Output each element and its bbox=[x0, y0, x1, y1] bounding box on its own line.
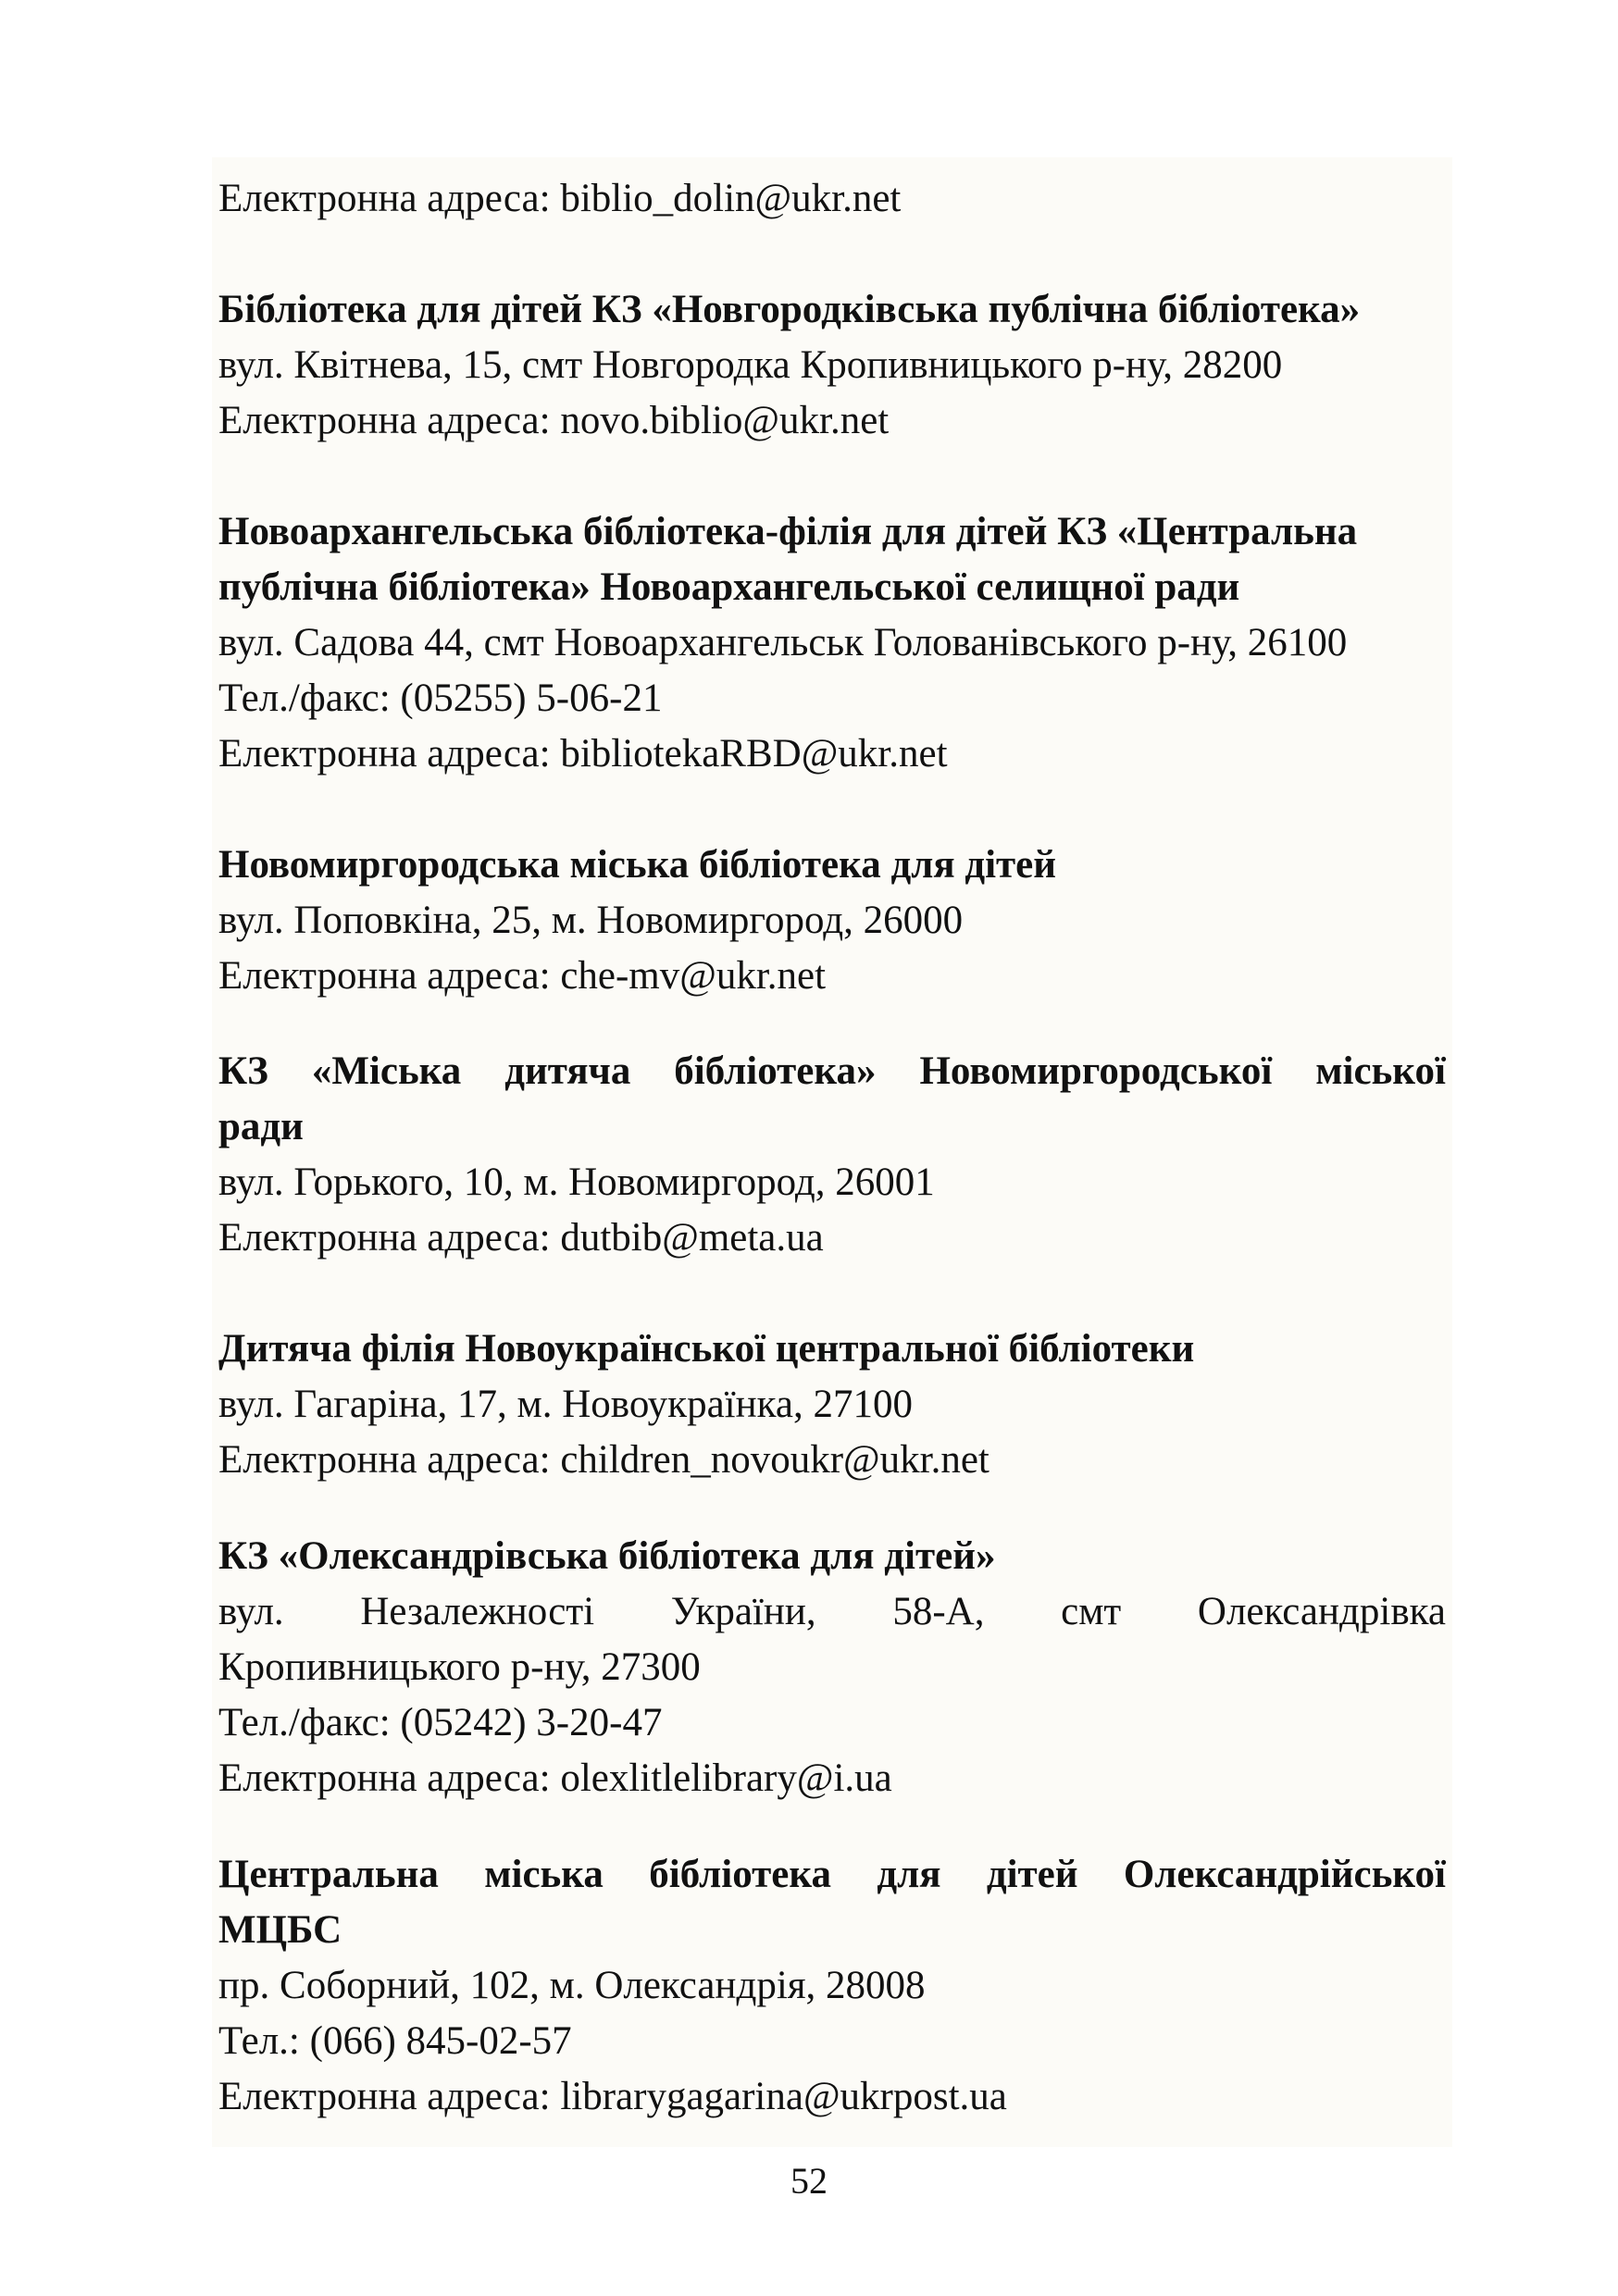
email-line: Електронна адреса: children_novoukr@ukr.net bbox=[218, 1438, 989, 1482]
address-line bbox=[218, 1584, 1446, 1640]
email-line: Електронна адреса: bibliotekaRBD@ukr.net bbox=[218, 732, 948, 776]
address-line: вул. Гагаріна, 17, м. Новоукраїнка, 27100 bbox=[218, 1383, 913, 1426]
address-line: вул. Поповкіна, 25, м. Новомиргород, 26000 bbox=[218, 899, 964, 942]
address-line: вул. Садова 44, смт Новоархангельськ Голованівського р-ну, 26100 bbox=[218, 621, 1348, 664]
library-title: МЦБС bbox=[218, 1908, 342, 1952]
title-word: Новомиргородської bbox=[919, 1049, 1273, 1093]
page-content bbox=[212, 157, 1452, 2147]
title-word: «Міська bbox=[311, 1049, 462, 1093]
title-word: Олександрійської bbox=[1123, 1853, 1446, 1896]
email-line: Електронна адреса: librarygagarina@ukrpost.ua bbox=[218, 2075, 1007, 2118]
title-word: бібліотека bbox=[649, 1853, 831, 1896]
address-word: смт bbox=[1061, 1590, 1122, 1633]
title-word: бібліотека» bbox=[674, 1049, 877, 1093]
title-word: дитяча bbox=[504, 1049, 631, 1093]
page-number: 52 bbox=[790, 2160, 828, 2202]
address-line: Кропивницького р-ну, 27300 bbox=[218, 1645, 701, 1689]
phone-line: Тел.: (066) 845-02-57 bbox=[218, 2019, 572, 2063]
title-word: міська bbox=[484, 1853, 604, 1896]
library-title: КЗ «Олександрівська бібліотека для дітей» bbox=[218, 1534, 996, 1578]
email-line: Електронна адреса: olexlitlelibrary@i.ua bbox=[218, 1756, 892, 1800]
title-word: для bbox=[877, 1853, 941, 1896]
address-word: 58-А, bbox=[892, 1590, 985, 1633]
address-word: вул. bbox=[218, 1590, 284, 1633]
library-title: Дитяча філія Новоукраїнської центральної бібліотеки bbox=[218, 1327, 1195, 1371]
email-line: Електронна адреса: novo.biblio@ukr.net bbox=[218, 399, 890, 442]
library-title bbox=[218, 1847, 1446, 1903]
title-word: міської bbox=[1315, 1049, 1446, 1093]
address-word: Незалежності bbox=[360, 1590, 595, 1633]
library-title: Новоархангельська бібліотека-філія для дітей КЗ «Центральна bbox=[218, 510, 1358, 553]
phone-line: Тел./факс: (05255) 5-06-21 bbox=[218, 676, 663, 720]
address-line: вул. Квітнева, 15, смт Новгородка Кропивницького р-ну, 28200 bbox=[218, 343, 1283, 387]
address-line: пр. Соборний, 102, м. Олександрія, 28008 bbox=[218, 1964, 926, 2007]
email-line: Електронна адреса: biblio_dolin@ukr.net bbox=[218, 177, 902, 220]
library-title: ради bbox=[218, 1105, 304, 1148]
address-word: Олександрівка bbox=[1197, 1590, 1446, 1633]
phone-line: Тел./факс: (05242) 3-20-47 bbox=[218, 1701, 663, 1744]
title-word: Центральна bbox=[218, 1853, 439, 1896]
library-title: Новомиргородська міська бібліотека для дітей bbox=[218, 843, 1057, 887]
address-line: вул. Горького, 10, м. Новомиргород, 26001 bbox=[218, 1160, 935, 1204]
title-word: КЗ bbox=[218, 1049, 268, 1093]
email-line: Електронна адреса: che-mv@ukr.net bbox=[218, 954, 827, 998]
library-title: публічна бібліотека» Новоархангельської селищної ради bbox=[218, 565, 1240, 609]
library-title bbox=[218, 1044, 1446, 1099]
library-title: Бібліотека для дітей КЗ «Новгородківська публічна бібліотека» bbox=[218, 288, 1361, 331]
address-word: України, bbox=[670, 1590, 816, 1633]
email-line: Електронна адреса: dutbib@meta.ua bbox=[218, 1216, 824, 1260]
title-word: дітей bbox=[986, 1853, 1078, 1896]
